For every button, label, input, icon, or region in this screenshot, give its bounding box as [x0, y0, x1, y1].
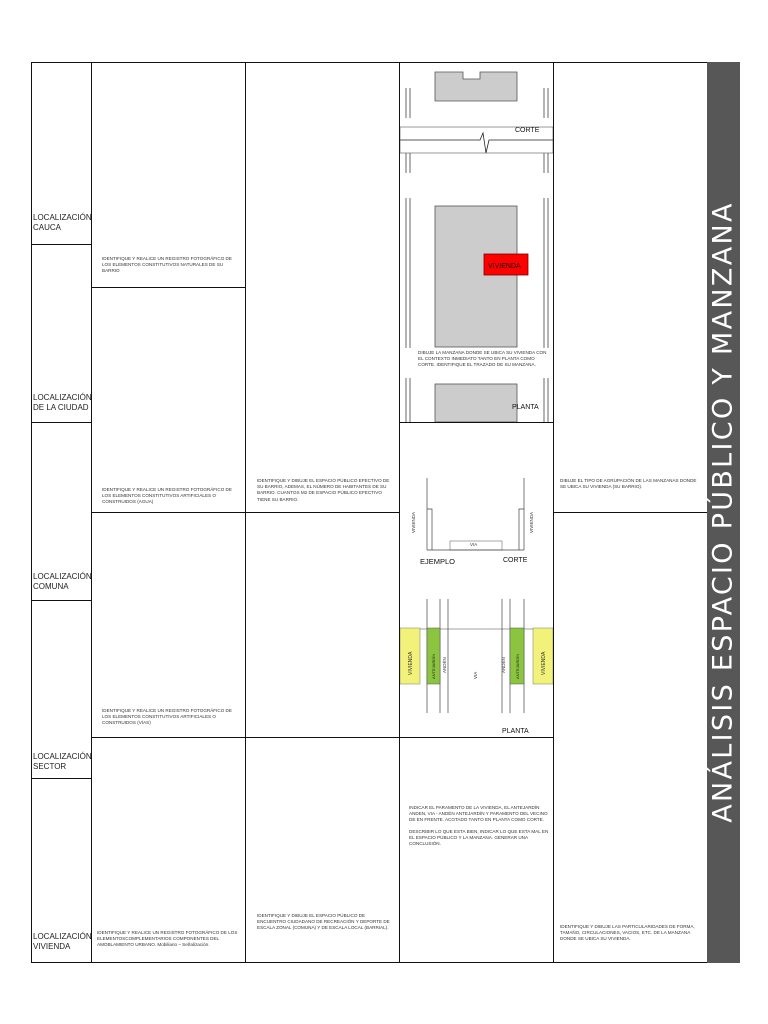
vivienda-label: VIVIENDA — [488, 263, 521, 270]
planta-antejardin-right-label: ANTEJARDÍN — [515, 653, 520, 679]
row-divider — [91, 737, 245, 738]
planta-label-example: PLANTA — [502, 728, 529, 735]
row-divider — [91, 512, 245, 513]
row-divider — [245, 512, 399, 513]
row-divider — [31, 244, 91, 245]
row-divider — [31, 778, 91, 779]
photo-task-natural: IDENTIFIQUE Y REALICE UN REGISTRO FOTOGRÁFICO DE LOS ELEMENTOS CONSTITUTIVOS NATURALES DE SU BARRIO — [102, 256, 232, 274]
row-divider — [31, 422, 91, 423]
main-block — [435, 206, 517, 347]
block-drawing-instruction: DIBUJE LA MANZANA DONDE SE UBICA SU VIVIENDA CON EL CONTEXTO INMEDIATO TANTO EN PLANTA COMO CORTE. IDENTIFIQUE EL TRAZADO DE SU MANZANA. — [418, 350, 550, 369]
location-cauca: LOCALIZACIÓN CAUCA — [33, 213, 92, 232]
grouping-task: DIBUJE EL TIPO DE AGRUPACIÓN DE LAS MANZANAS DONDE SE UBICA SU VIVIENDA (SU BARRIO). — [560, 478, 697, 490]
top-block — [435, 72, 517, 101]
planta-vivienda-left-label: VIVIENDA — [408, 651, 414, 675]
location-comuna: LOCALIZACIÓN COMUNA — [33, 572, 92, 591]
photo-task-roads: IDENTIFIQUE Y REALICE UN REGISTRO FOTOGRÁFICO DE LOS ELEMENTOS CONSTITUTIVOS ARTIFICIALES O CONSTRUIDOS (VÍAS) — [102, 708, 232, 726]
section-step — [519, 509, 524, 550]
row-divider — [31, 600, 91, 601]
planta-vivienda-right-label: VIVIENDA — [541, 651, 547, 675]
corte-vivienda-right: VIVIENDA — [529, 511, 534, 533]
row-divider — [399, 737, 553, 738]
bottom-block — [435, 384, 517, 422]
corte-label: CORTE — [515, 127, 540, 134]
planta-antejardin-left-label: ANTEJARDÍN — [431, 653, 436, 679]
section-step — [427, 509, 432, 550]
corte-vivienda-left: VIVIENDA — [411, 511, 416, 533]
planta-anden-left-label: ANDÉN — [442, 657, 447, 673]
corte-via: VIA — [470, 542, 478, 547]
location-vivienda: LOCALIZACIÓN VIVIENDA — [33, 932, 92, 951]
photo-task-water: IDENTIFIQUE Y REALICE UN REGISTRO FOTOGRÁFICO DE LOS ELEMENTOS CONSTITUTIVOS ARTIFICIALES O CONSTRUIDOS (AGUA) — [102, 487, 232, 505]
row-divider — [245, 737, 399, 738]
planta-via-label: VIA — [473, 671, 478, 679]
sidebar-title: ANÁLISIS ESPACIO PÚBLICO Y MANZANA — [707, 201, 739, 823]
row-divider — [91, 287, 245, 288]
example-drawing — [400, 423, 553, 737]
row-divider — [553, 512, 707, 513]
paramento-task: INDICAR EL PARAMENTO DE LA VIVIENDA, EL ANTEJARDÍN ANDEN, VIA - ANDÉN ANTEJARDÍN Y PARAMENTO DEL VECINO DE EN FRENTE. ACOTADO TANTO EN PLANTA COMO CORTE. DESCRIBIR LO QUE ESTA BIEN, INDICAR LO QUE ESTA MAL EN EL ESPACIO PÚBLICO Y LA MANZANA. GENERAR UNA CONCLUSIÓN. — [409, 805, 549, 847]
location-ciudad: LOCALIZACIÓN DE LA CIUDAD — [33, 393, 92, 412]
space-task-encounter: IDENTIFIQUE Y DIBUJE EL ESPACIO PÚBLICO DE ENCUENTRO CIUDADANO DE RECREACIÓN Y DEPORTE DE ESCALA ZONAL (COMUNA) Y DE ESCALA LOCAL (BARRIAL). — [257, 913, 390, 931]
section-cut-line — [400, 133, 553, 153]
space-task-effective: IDENTIFIQUE Y DIBUJE EL ESPACIO PÚBLICO EFECTIVO DE SU BARRIO, ADEMAS, EL NÚMERO DE HABITANTES DE SU BARRIO. CUANTOS M2 DE ESPACIO PÚBLICO EFECTIVO TIENE SU BARRIO. — [257, 478, 390, 502]
corte-label-example: CORTE — [503, 557, 528, 564]
particularities-task: IDENTIFIQUE Y DIBUJE LAS PARTICULARIDADES DE FORMA, TAMAÑO, CIRCULACIONES, VACIOS, ETC. DE LA MANZANA DONDE SE UBICA SU VIVIENDA. — [560, 924, 695, 942]
location-sector: LOCALIZACIÓN SECTOR — [33, 752, 92, 771]
planta-anden-right-label: ANDÉN — [501, 657, 506, 673]
ejemplo-label: EJEMPLO — [420, 557, 456, 566]
photo-task-furniture: IDENTIFIQUE Y REALICE UN REGISTRO FOTOGRÁFICO DE LOS ELEMENTOSCOMPLEMENTARIOS COMPONENTES DEL AMOBLAMIENTO URBANO. Mobiliario – Señalización. — [97, 930, 238, 948]
planta-label: PLANTA — [512, 404, 539, 411]
